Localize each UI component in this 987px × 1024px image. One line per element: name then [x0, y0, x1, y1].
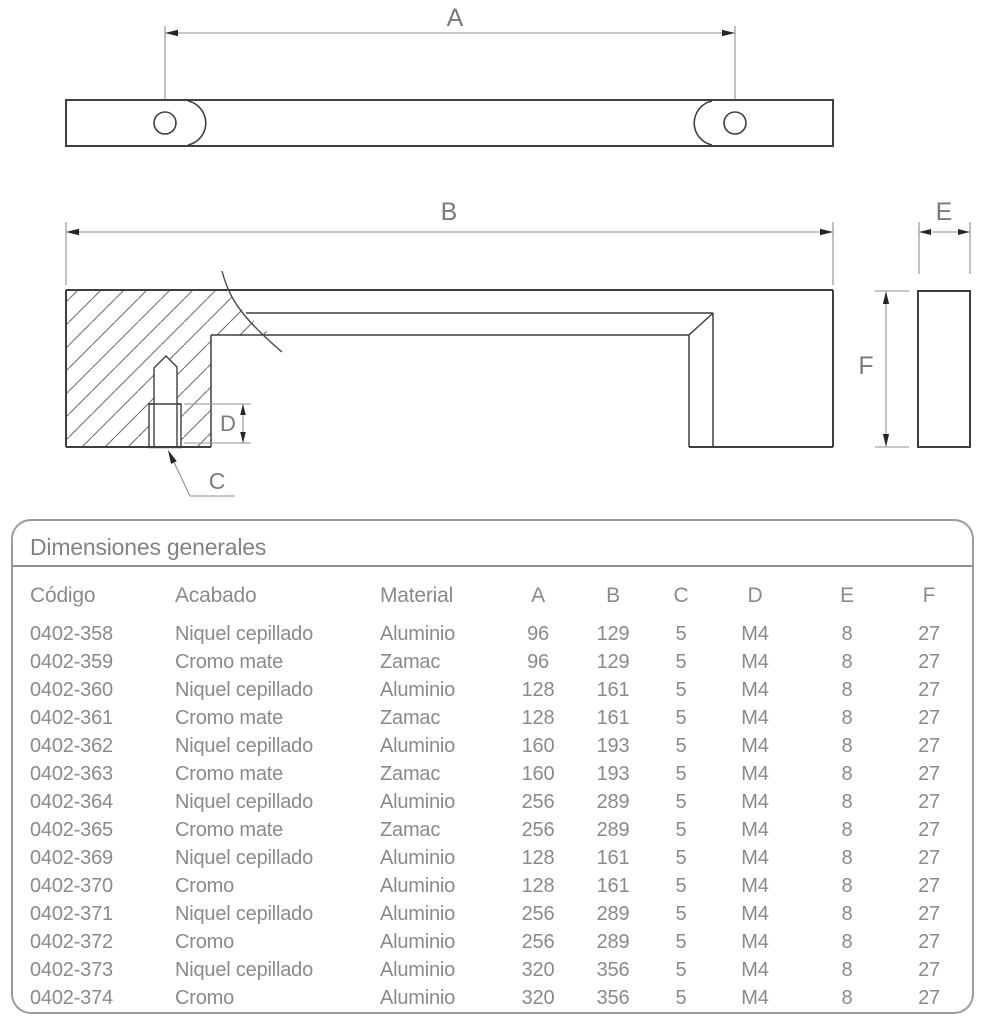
table-cell: 27: [918, 791, 940, 813]
table-cell: 128: [521, 875, 555, 897]
title-divider: [13, 565, 972, 567]
table-cell: 160: [521, 735, 555, 757]
arrow-b-left: [66, 229, 79, 235]
table-row: [30, 620, 972, 648]
dim-c-leader: [171, 456, 235, 496]
table-cell: Aluminio: [380, 987, 456, 1009]
table-cell: 256: [521, 903, 555, 925]
table-cell: 161: [596, 707, 630, 729]
table-row: [30, 928, 972, 956]
arrow-b-right: [820, 229, 833, 235]
table-cell: Cromo: [175, 931, 235, 953]
table-cell: Niquel cepillado: [175, 847, 314, 869]
table-cell: 27: [918, 735, 940, 757]
dim-e-extension-lines: [919, 222, 970, 274]
column-header: B: [606, 584, 620, 607]
arrow-e-left: [919, 229, 931, 235]
table-cell: 5: [675, 735, 687, 757]
table-cell: M4: [741, 847, 769, 869]
table-row: [30, 760, 972, 788]
table-cell: 0402-364: [30, 791, 113, 813]
table-cell: 8: [841, 819, 853, 841]
table-cell: 289: [596, 819, 630, 841]
table-cell: 5: [675, 903, 687, 925]
table-cell: M4: [741, 735, 769, 757]
table-header-row: [30, 583, 972, 609]
dimensions-table-panel: [11, 519, 974, 1014]
table-cell: Niquel cepillado: [175, 735, 314, 757]
table-cell: M4: [741, 763, 769, 785]
column-header: D: [747, 584, 763, 607]
table-cell: M4: [741, 791, 769, 813]
table-cell: 256: [521, 791, 555, 813]
table-cell: 161: [596, 875, 630, 897]
column-header: Acabado: [175, 584, 257, 607]
table-cell: 356: [596, 987, 630, 1009]
table-cell: 0402-359: [30, 651, 113, 673]
table-cell: Aluminio: [380, 875, 456, 897]
table-cell: 320: [521, 987, 555, 1009]
dim-f-extension-lines: [875, 291, 909, 447]
table-cell: 161: [596, 679, 630, 701]
table-cell: 289: [596, 903, 630, 925]
table-cell: Cromo mate: [175, 763, 284, 785]
table-cell: Cromo mate: [175, 707, 284, 729]
inner-edges: [211, 313, 713, 447]
table-cell: M4: [741, 679, 769, 701]
table-row: [30, 900, 972, 928]
table-cell: 8: [841, 959, 853, 981]
column-header: F: [922, 584, 936, 607]
front-view: [66, 271, 833, 496]
table-cell: 320: [521, 959, 555, 981]
table-row: [30, 704, 972, 732]
table-cell: 5: [675, 847, 687, 869]
table-cell: 193: [596, 735, 630, 757]
table-cell: 27: [918, 875, 940, 897]
table-cell: 0402-362: [30, 735, 113, 757]
table-cell: 8: [841, 679, 853, 701]
table-cell: 27: [918, 987, 940, 1009]
table-cell: Aluminio: [380, 903, 456, 925]
top-view: [66, 100, 833, 146]
table-row: [30, 676, 972, 704]
table-cell: 27: [918, 679, 940, 701]
table-cell: 0402-373: [30, 959, 113, 981]
table-cell: 5: [675, 987, 687, 1009]
table-cell: 5: [675, 651, 687, 673]
column-header: Material: [380, 584, 454, 607]
dimensions-table: [13, 583, 972, 1012]
table-cell: 8: [841, 651, 853, 673]
table-row: [30, 872, 972, 900]
table-cell: 27: [918, 651, 940, 673]
arrow-d-top: [240, 404, 246, 415]
fixing-screw: [149, 356, 181, 448]
dim-label-e: E: [935, 198, 953, 226]
table-cell: Cromo: [175, 987, 235, 1009]
mounting-hole-right: [724, 112, 746, 134]
table-cell: 5: [675, 819, 687, 841]
column-header: C: [673, 584, 689, 607]
table-cell: 0402-370: [30, 875, 113, 897]
table-cell: 8: [841, 903, 853, 925]
table-row: [30, 788, 972, 816]
table-cell: 8: [841, 763, 853, 785]
table-cell: 0402-372: [30, 931, 113, 953]
table-title: Dimensiones generales: [30, 534, 267, 560]
table-row: [30, 956, 972, 984]
table-cell: M4: [741, 707, 769, 729]
table-cell: Aluminio: [380, 791, 456, 813]
dim-label-b: B: [440, 198, 458, 226]
table-cell: M4: [741, 623, 769, 645]
table-cell: 5: [675, 959, 687, 981]
table-cell: Aluminio: [380, 847, 456, 869]
table-cell: Cromo mate: [175, 819, 284, 841]
table-cell: Zamac: [380, 707, 441, 729]
table-cell: 289: [596, 791, 630, 813]
table-cell: 0402-371: [30, 903, 113, 925]
table-cell: 27: [918, 847, 940, 869]
table-cell: Cromo: [175, 875, 235, 897]
table-cell: Niquel cepillado: [175, 679, 314, 701]
table-cell: 5: [675, 623, 687, 645]
table-cell: M4: [741, 959, 769, 981]
table-cell: 129: [596, 623, 630, 645]
table-cell: 27: [918, 819, 940, 841]
table-cell: Zamac: [380, 763, 441, 785]
table-cell: 0402-363: [30, 763, 113, 785]
table-cell: 128: [521, 679, 555, 701]
table-cell: 96: [527, 651, 549, 673]
table-row: [30, 816, 972, 844]
table-cell: 8: [841, 931, 853, 953]
table-cell: 8: [841, 987, 853, 1009]
table-cell: 5: [675, 679, 687, 701]
table-cell: 0402-360: [30, 679, 113, 701]
table-cell: 256: [521, 819, 555, 841]
table-cell: 8: [841, 875, 853, 897]
table-cell: 289: [596, 931, 630, 953]
table-cell: 8: [841, 623, 853, 645]
table-cell: 160: [521, 763, 555, 785]
mounting-hole-left: [154, 112, 176, 134]
table-cell: 129: [596, 651, 630, 673]
table-cell: 0402-369: [30, 847, 113, 869]
top-view-outline: [66, 100, 833, 146]
table-cell: Niquel cepillado: [175, 791, 314, 813]
table-cell: 8: [841, 735, 853, 757]
table-cell: M4: [741, 931, 769, 953]
table-cell: 27: [918, 931, 940, 953]
arrow-f-top: [883, 291, 889, 304]
table-cell: 96: [527, 623, 549, 645]
table-cell: 161: [596, 847, 630, 869]
table-cell: 256: [521, 931, 555, 953]
screw-shaft: [154, 356, 177, 448]
table-cell: 193: [596, 763, 630, 785]
dim-label-d: D: [220, 411, 236, 436]
table-cell: M4: [741, 987, 769, 1009]
table-cell: 0402-374: [30, 987, 113, 1009]
table-cell: 5: [675, 707, 687, 729]
table-cell: Niquel cepillado: [175, 623, 314, 645]
table-cell: M4: [741, 875, 769, 897]
table-cell: Aluminio: [380, 735, 456, 757]
table-row: [30, 648, 972, 676]
table-cell: Cromo mate: [175, 651, 284, 673]
arrow-a-right: [722, 30, 735, 36]
table-cell: 27: [918, 623, 940, 645]
dim-label-f: F: [858, 352, 874, 380]
table-cell: Zamac: [380, 651, 441, 673]
table-cell: M4: [741, 903, 769, 925]
table-cell: 0402-358: [30, 623, 113, 645]
column-header: A: [531, 584, 545, 607]
table-cell: 0402-361: [30, 707, 113, 729]
table-cell: 27: [918, 707, 940, 729]
table-cell: 8: [841, 707, 853, 729]
table-row: [30, 984, 972, 1012]
table-cell: 8: [841, 791, 853, 813]
dim-label-c: C: [208, 468, 226, 494]
table-cell: 5: [675, 763, 687, 785]
table-cell: M4: [741, 651, 769, 673]
table-cell: 5: [675, 791, 687, 813]
table-cell: Niquel cepillado: [175, 959, 314, 981]
arrow-e-right: [958, 229, 970, 235]
table-cell: 128: [521, 707, 555, 729]
table-cell: Aluminio: [380, 679, 456, 701]
table-cell: Niquel cepillado: [175, 903, 314, 925]
table-cell: Aluminio: [380, 931, 456, 953]
arrow-f-bottom: [883, 434, 889, 447]
side-view-outline: [918, 291, 970, 447]
table-cell: 27: [918, 903, 940, 925]
table-cell: 8: [841, 847, 853, 869]
arrow-c-leader: [168, 450, 177, 464]
table-cell: 5: [675, 931, 687, 953]
table-cell: 128: [521, 847, 555, 869]
table-cell: 356: [596, 959, 630, 981]
table-cell: M4: [741, 819, 769, 841]
table-cell: Aluminio: [380, 959, 456, 981]
arrow-d-bottom: [240, 432, 246, 443]
table-cell: Aluminio: [380, 623, 456, 645]
table-row: [30, 732, 972, 760]
table-cell: 0402-365: [30, 819, 113, 841]
table-cell: 27: [918, 959, 940, 981]
column-header: Código: [30, 584, 96, 607]
table-cell: 5: [675, 875, 687, 897]
dimension-labels: [209, 4, 953, 494]
table-cell: 27: [918, 763, 940, 785]
dim-label-a: A: [446, 4, 464, 32]
table-cell: Zamac: [380, 819, 441, 841]
column-header: E: [840, 584, 854, 607]
table-row: [30, 844, 972, 872]
arrow-a-left: [165, 30, 178, 36]
